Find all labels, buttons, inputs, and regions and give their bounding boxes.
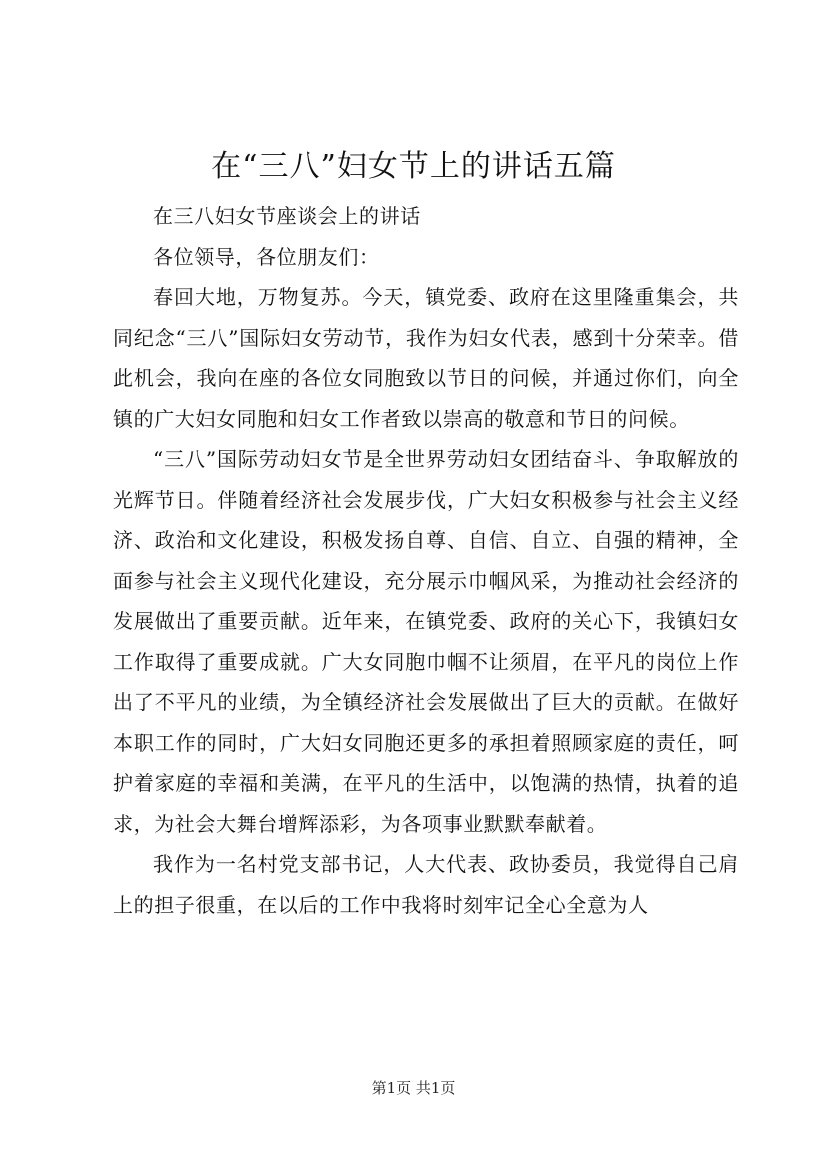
salutation: 各位领导，各位朋友们：: [153, 244, 380, 269]
body-paragraph: 我作为一名村党支部书记，人大代表、政协委员，我觉得自己肩上的担子很重，在以后的工作中我将时刻牢记全心全意为人: [113, 852, 739, 917]
document-body: [113, 196, 739, 925]
body-paragraph: “三八”国际劳动妇女节是全世界劳动妇女团结奋斗、争取解放的光辉节日。伴随着经济社会发展步伐，广大妇女积极参与社会主义经济、政治和文化建设，积极发扬自尊、自信、自立、自强的精神，全面参与社会主义现代化建设，充分展示巾帼风采，为推动社会经济的发展做出了重要贡献。近年来，在镇党委、政府的关心下，我镇妇女工作取得了重要成就。广大女同胞巾帼不让须眉，在平凡的岗位上作出了不平凡的业绩，为全镇经济社会发展做出了巨大的贡献。在做好本职工作的同时，广大妇女同胞还更多的承担着照顾家庭的责任，呵护着家庭的幸福和美满，在平凡的生活中，以饱满的热情，执着的追求，为社会大舞台增辉添彩，为各项事业默默奉献着。: [113, 447, 739, 836]
page-number-footer: 第1页 共1页: [371, 1079, 456, 1097]
speech-subtitle: 在三八妇女节座谈会上的讲话: [153, 204, 421, 228]
body-paragraph: 春回大地，万物复苏。今天，镇党委、政府在这里隆重集会，共同纪念“三八”国际妇女劳动节，我作为妇女代表，感到十分荣幸。借此机会，我向在座的各位女同胞致以节日的问候，并通过你们，向全镇的广大妇女同胞和妇女工作者致以崇高的敬意和节日的问候。: [113, 285, 739, 431]
document-title: 在“三八”妇女节上的讲话五篇: [211, 149, 616, 184]
